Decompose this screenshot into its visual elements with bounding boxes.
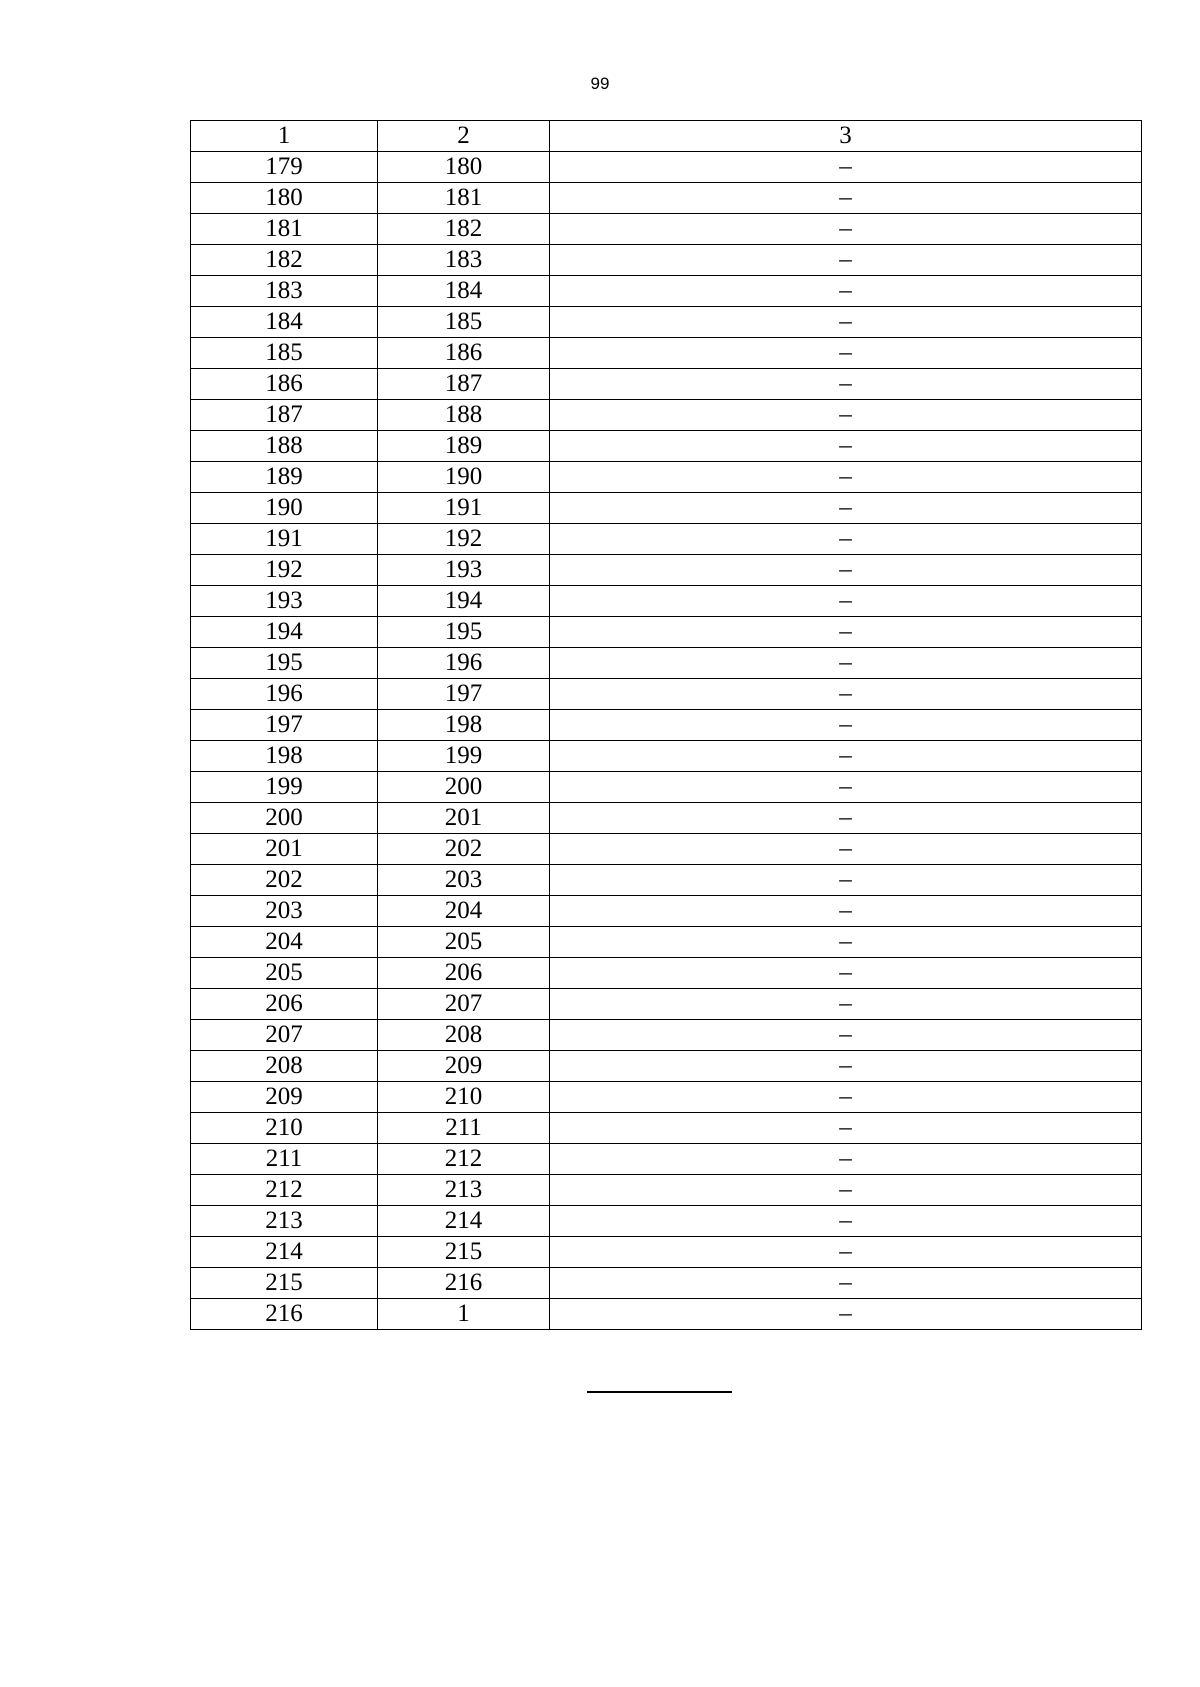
table-row (191, 369, 1142, 400)
table-cell-col-3: – (550, 586, 1142, 617)
table-row (191, 958, 1142, 989)
table-cell-col-1: 179 (191, 152, 378, 183)
table-cell-col-3: – (550, 772, 1142, 803)
table-header (191, 121, 1142, 152)
table-cell-col-2: 186 (378, 338, 550, 369)
table-cell-col-1: 192 (191, 555, 378, 586)
table-header-row (191, 121, 1142, 152)
table-cell-col-2: 183 (378, 245, 550, 276)
table-cell-col-2: 199 (378, 741, 550, 772)
table-cell-col-1: 202 (191, 865, 378, 896)
table-cell-col-3: – (550, 400, 1142, 431)
table-cell-col-3: – (550, 648, 1142, 679)
header-cell-3: 3 (550, 121, 1142, 152)
table-row (191, 896, 1142, 927)
table-cell-col-3: – (550, 338, 1142, 369)
table-cell-col-2: 191 (378, 493, 550, 524)
table-cell-col-3: – (550, 524, 1142, 555)
table-cell-col-3: – (550, 958, 1142, 989)
table-cell-col-1: 182 (191, 245, 378, 276)
table-row (191, 865, 1142, 896)
table-cell-col-2: 190 (378, 462, 550, 493)
table-row (191, 1175, 1142, 1206)
table-cell-col-3: – (550, 1206, 1142, 1237)
table-cell-col-3: – (550, 493, 1142, 524)
table-cell-col-3: – (550, 555, 1142, 586)
table-cell-col-3: – (550, 1113, 1142, 1144)
table-cell-col-2: 192 (378, 524, 550, 555)
table-cell-col-1: 189 (191, 462, 378, 493)
table-row (191, 1144, 1142, 1175)
table-cell-col-3: – (550, 1175, 1142, 1206)
table-cell-col-3: – (550, 834, 1142, 865)
table-cell-col-1: 205 (191, 958, 378, 989)
data-table (190, 120, 1142, 1330)
table-cell-col-2: 180 (378, 152, 550, 183)
table-cell-col-3: – (550, 276, 1142, 307)
table-body (191, 152, 1142, 1330)
table-cell-col-3: – (550, 896, 1142, 927)
table-cell-col-2: 214 (378, 1206, 550, 1237)
table-cell-col-2: 182 (378, 214, 550, 245)
table-cell-col-1: 194 (191, 617, 378, 648)
table-cell-col-2: 189 (378, 431, 550, 462)
table-row (191, 493, 1142, 524)
table-cell-col-2: 211 (378, 1113, 550, 1144)
table-cell-col-3: – (550, 1237, 1142, 1268)
table-cell-col-2: 216 (378, 1268, 550, 1299)
table-cell-col-1: 186 (191, 369, 378, 400)
table-row (191, 710, 1142, 741)
table-row (191, 927, 1142, 958)
table-cell-col-3: – (550, 927, 1142, 958)
table-cell-col-3: – (550, 1268, 1142, 1299)
table-cell-col-3: – (550, 1020, 1142, 1051)
table-row (191, 1082, 1142, 1113)
table-cell-col-2: 209 (378, 1051, 550, 1082)
table-cell-col-1: 204 (191, 927, 378, 958)
table-cell-col-2: 210 (378, 1082, 550, 1113)
table-cell-col-1: 214 (191, 1237, 378, 1268)
table-cell-col-2: 205 (378, 927, 550, 958)
table-cell-col-1: 211 (191, 1144, 378, 1175)
table-row (191, 183, 1142, 214)
table-row (191, 586, 1142, 617)
table-cell-col-1: 210 (191, 1113, 378, 1144)
table-row (191, 679, 1142, 710)
table-cell-col-2: 203 (378, 865, 550, 896)
table-cell-col-2: 188 (378, 400, 550, 431)
table-row (191, 1206, 1142, 1237)
table-cell-col-2: 201 (378, 803, 550, 834)
table-cell-col-2: 1 (378, 1299, 550, 1330)
table-cell-col-1: 207 (191, 1020, 378, 1051)
table-cell-col-2: 206 (378, 958, 550, 989)
table-cell-col-3: – (550, 431, 1142, 462)
table-cell-col-3: – (550, 214, 1142, 245)
table-cell-col-3: – (550, 803, 1142, 834)
table-cell-col-1: 197 (191, 710, 378, 741)
table-cell-col-1: 185 (191, 338, 378, 369)
table-cell-col-2: 196 (378, 648, 550, 679)
table-cell-col-1: 181 (191, 214, 378, 245)
table-cell-col-3: – (550, 989, 1142, 1020)
table-cell-col-1: 183 (191, 276, 378, 307)
table-row (191, 276, 1142, 307)
table-row (191, 1051, 1142, 1082)
table-row (191, 834, 1142, 865)
table-cell-col-1: 216 (191, 1299, 378, 1330)
table-row (191, 741, 1142, 772)
table-cell-col-3: – (550, 617, 1142, 648)
table-cell-col-2: 212 (378, 1144, 550, 1175)
table-row (191, 1020, 1142, 1051)
table-cell-col-1: 212 (191, 1175, 378, 1206)
table-cell-col-1: 206 (191, 989, 378, 1020)
table-cell-col-3: – (550, 183, 1142, 214)
table-cell-col-2: 195 (378, 617, 550, 648)
table-row (191, 1237, 1142, 1268)
table-cell-col-1: 190 (191, 493, 378, 524)
header-cell-1: 1 (191, 121, 378, 152)
table-row (191, 214, 1142, 245)
table-cell-col-2: 207 (378, 989, 550, 1020)
table-cell-col-2: 185 (378, 307, 550, 338)
table-row (191, 431, 1142, 462)
table-cell-col-3: – (550, 307, 1142, 338)
table-row (191, 1113, 1142, 1144)
table-cell-col-1: 200 (191, 803, 378, 834)
table-row (191, 152, 1142, 183)
table-cell-col-1: 188 (191, 431, 378, 462)
table-cell-col-1: 198 (191, 741, 378, 772)
table-cell-col-1: 215 (191, 1268, 378, 1299)
page-number: 99 (590, 74, 610, 93)
table-cell-col-1: 180 (191, 183, 378, 214)
table-row (191, 245, 1142, 276)
table-row (191, 617, 1142, 648)
table-row (191, 400, 1142, 431)
table-cell-col-3: – (550, 369, 1142, 400)
table-cell-col-1: 196 (191, 679, 378, 710)
table-cell-col-1: 201 (191, 834, 378, 865)
table-row (191, 1268, 1142, 1299)
table-row (191, 338, 1142, 369)
table-cell-col-1: 187 (191, 400, 378, 431)
table-cell-col-1: 191 (191, 524, 378, 555)
table-cell-col-2: 204 (378, 896, 550, 927)
table-cell-col-3: – (550, 865, 1142, 896)
table-cell-col-3: – (550, 245, 1142, 276)
table-cell-col-1: 193 (191, 586, 378, 617)
table-row (191, 524, 1142, 555)
table-row (191, 555, 1142, 586)
table-cell-col-3: – (550, 679, 1142, 710)
table-cell-col-1: 203 (191, 896, 378, 927)
header-cell-2: 2 (378, 121, 550, 152)
table-row (191, 772, 1142, 803)
table-row (191, 462, 1142, 493)
table-cell-col-2: 187 (378, 369, 550, 400)
table-cell-col-2: 184 (378, 276, 550, 307)
table-row (191, 307, 1142, 338)
table-row (191, 1299, 1142, 1330)
table-cell-col-3: – (550, 710, 1142, 741)
table-row (191, 989, 1142, 1020)
table-cell-col-3: – (550, 1299, 1142, 1330)
table-cell-col-2: 181 (378, 183, 550, 214)
table-cell-col-3: – (550, 462, 1142, 493)
table-row (191, 803, 1142, 834)
table-cell-col-1: 213 (191, 1206, 378, 1237)
table-row (191, 648, 1142, 679)
table-cell-col-2: 193 (378, 555, 550, 586)
end-rule (587, 1391, 732, 1393)
table-cell-col-2: 202 (378, 834, 550, 865)
table-cell-col-3: – (550, 1144, 1142, 1175)
table-cell-col-3: – (550, 152, 1142, 183)
table-cell-col-3: – (550, 1082, 1142, 1113)
table-cell-col-2: 215 (378, 1237, 550, 1268)
table-cell-col-1: 184 (191, 307, 378, 338)
table-cell-col-2: 197 (378, 679, 550, 710)
table-cell-col-1: 208 (191, 1051, 378, 1082)
table-cell-col-3: – (550, 1051, 1142, 1082)
table-cell-col-1: 195 (191, 648, 378, 679)
table-cell-col-3: – (550, 741, 1142, 772)
table-cell-col-1: 209 (191, 1082, 378, 1113)
table-cell-col-2: 213 (378, 1175, 550, 1206)
table-cell-col-2: 198 (378, 710, 550, 741)
table-cell-col-2: 208 (378, 1020, 550, 1051)
table-cell-col-1: 199 (191, 772, 378, 803)
table-cell-col-2: 194 (378, 586, 550, 617)
table-cell-col-2: 200 (378, 772, 550, 803)
